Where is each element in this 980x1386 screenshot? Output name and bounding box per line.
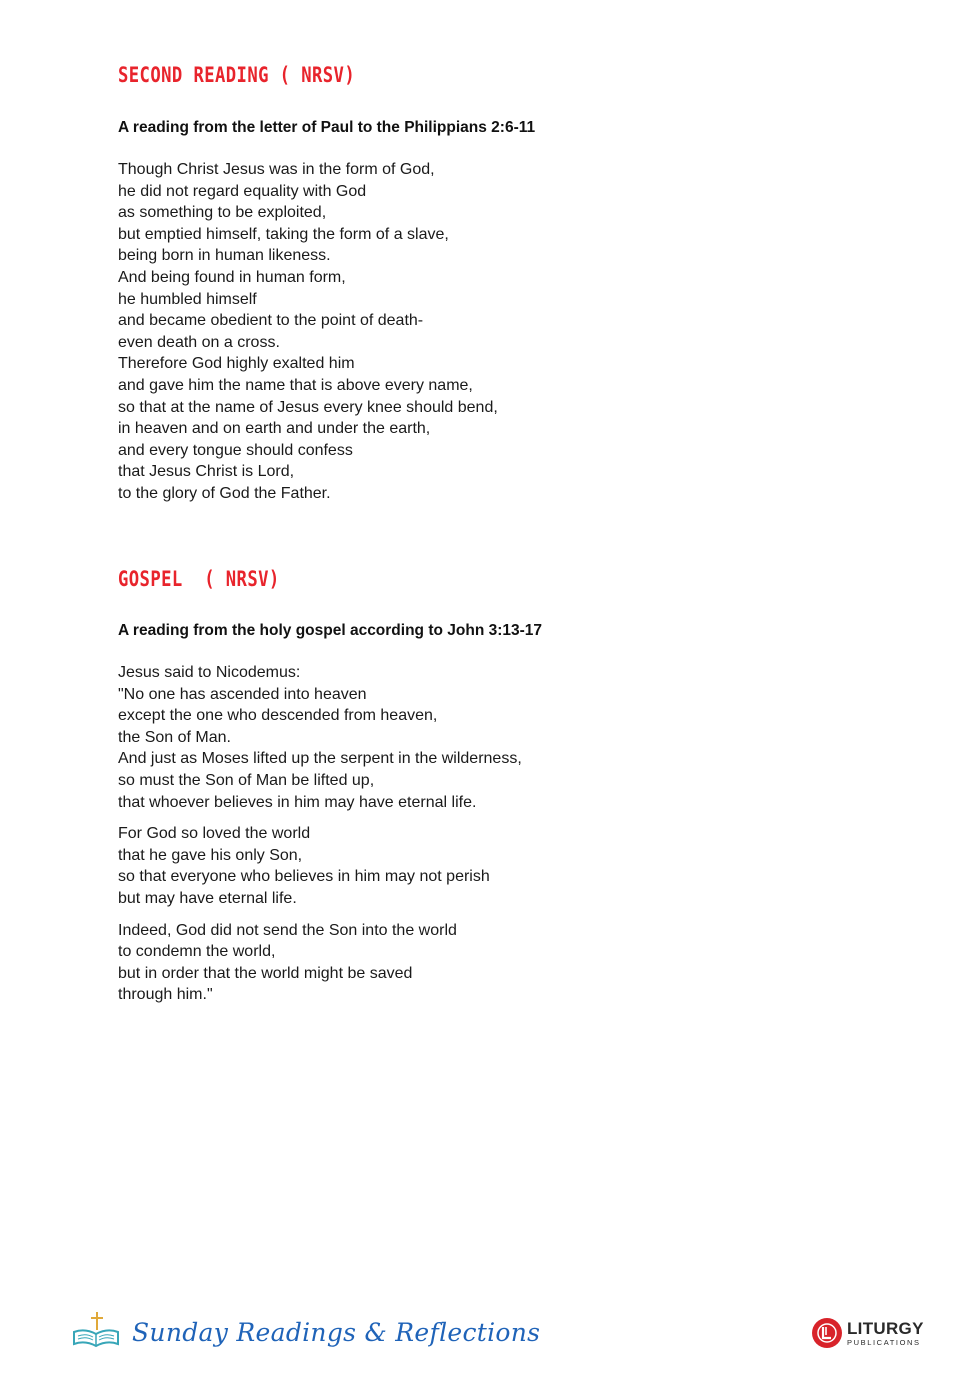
verse-line: And just as Moses lifted up the serpent in the wilderness, <box>118 750 522 768</box>
verse-line: And being found in human form, <box>118 268 346 286</box>
verse-line: but in order that the world might be saved <box>118 964 413 982</box>
verse-line: through him." <box>118 986 213 1004</box>
verse-line: so that everyone who believes in him may not perish <box>118 868 490 886</box>
verse-line: even death on a cross. <box>118 333 280 351</box>
verse-line: that whoever believes in him may have eternal life. <box>118 793 477 811</box>
second-reading-heading: SECOND READING ( NRSV) <box>118 63 356 87</box>
verse-line: so must the Son of Man be lifted up, <box>118 771 375 789</box>
verse-line: he did not regard equality with God <box>118 182 367 200</box>
verse-line: as something to be exploited, <box>118 204 327 222</box>
publisher-sub-text: PUBLICATIONS <box>847 1337 921 1347</box>
verse-line: but may have eternal life. <box>118 889 297 907</box>
verse-line: Therefore God highly exalted him <box>118 355 355 373</box>
verse-line: that he gave his only Son, <box>118 846 303 864</box>
second-reading-subtitle: A reading from the letter of Paul to the Philippians 2:6-11 <box>118 119 536 136</box>
verse-line: to the glory of God the Father. <box>118 484 331 502</box>
verse-line: the Son of Man. <box>118 728 231 746</box>
verse-line: and every tongue should confess <box>118 441 353 459</box>
gospel-verses <box>118 662 522 1006</box>
verse-line: except the one who descended from heaven, <box>118 707 438 725</box>
verse-line: Indeed, God did not send the Son into the world <box>118 921 457 939</box>
publisher-name <box>847 1320 924 1347</box>
gospel-heading: GOSPEL ( NRSV) <box>118 567 280 591</box>
verse-line: and gave him the name that is above every name, <box>118 376 473 394</box>
second-reading-section <box>118 62 838 502</box>
verse-line: but emptied himself, taking the form of a slave, <box>118 225 449 243</box>
verse-line: Jesus said to Nicodemus: <box>118 664 301 681</box>
gospel-section <box>118 566 838 1004</box>
gospel-paragraph <box>118 662 522 813</box>
footer-brand-block <box>70 1310 540 1354</box>
verse-line: and became obedient to the point of death- <box>118 312 424 330</box>
verse-line: that Jesus Christ is Lord, <box>118 463 295 481</box>
publisher-main-text: LITURGY <box>847 1318 924 1338</box>
verse-line: For God so loved the world <box>118 825 311 843</box>
verse-line: he humbled himself <box>118 290 257 308</box>
verse-line: being born in human likeness. <box>118 247 331 265</box>
verse-line: in heaven and on earth and under the earth, <box>118 420 431 438</box>
gospel-paragraph <box>118 823 522 909</box>
gospel-paragraph <box>118 920 522 1006</box>
liturgy-logo-icon <box>812 1318 842 1348</box>
verse-line: so that at the name of Jesus every knee should bend, <box>118 398 498 416</box>
footer-brand-title: Sunday Readings & Reflections <box>132 1317 541 1347</box>
verse-line: to condemn the world, <box>118 943 276 961</box>
publisher-logo-block <box>812 1315 924 1351</box>
verse-line: Though Christ Jesus was in the form of God, <box>118 161 435 178</box>
second-reading-verses <box>118 159 498 505</box>
verse-line: "No one has ascended into heaven <box>118 685 367 703</box>
open-bible-cross-icon <box>70 1310 122 1355</box>
gospel-subtitle: A reading from the holy gospel according to John 3:13-17 <box>118 622 543 639</box>
